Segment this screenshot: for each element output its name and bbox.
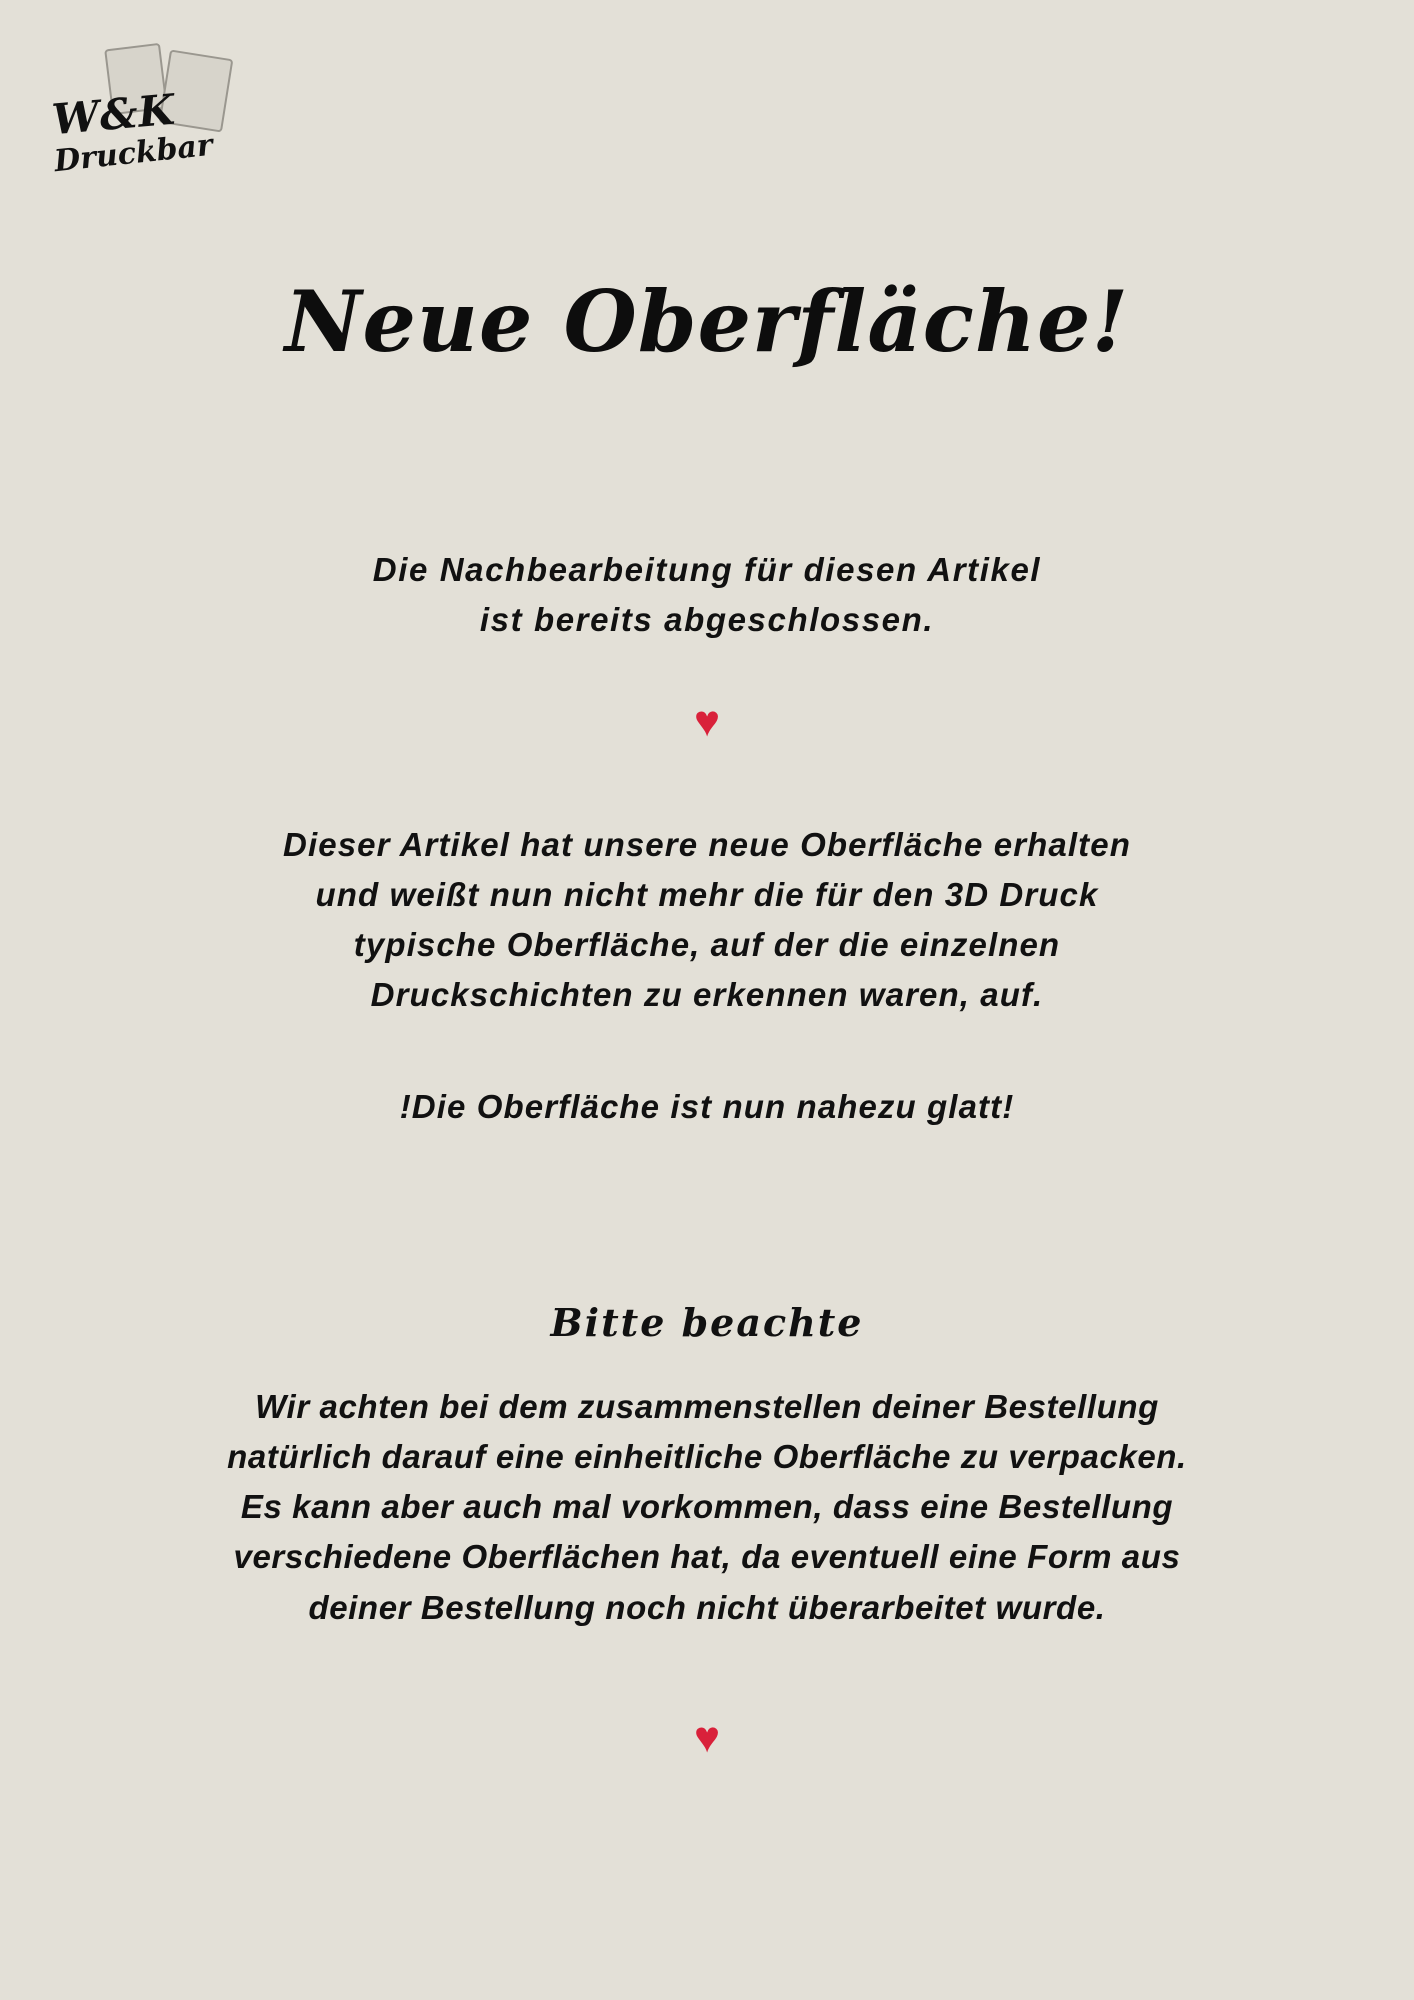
brand-name: W&K xyxy=(50,84,177,145)
body-paragraph xyxy=(0,820,1414,1021)
note-line-3: Es kann aber auch mal vorkommen, dass eine Bestellung xyxy=(240,1488,1174,1526)
body-line-1: Dieser Artikel hat unsere neue Oberfläche erhalten xyxy=(283,826,1131,863)
note-line-1: Wir achten bei dem zusammenstellen deiner Bestellung xyxy=(255,1388,1159,1425)
brand-logo xyxy=(52,38,252,188)
note-line-4: verschiedene Oberflächen hat, da eventuell eine Form aus xyxy=(233,1538,1181,1576)
body-line-4: Druckschichten zu erkennen waren, auf. xyxy=(370,976,1044,1014)
body-line-2: und weißt nun nicht mehr die für den 3D Druck xyxy=(315,876,1099,914)
heart-icon: ♥ xyxy=(693,697,721,746)
note-line-2: natürlich darauf eine einheitliche Oberfläche zu verpacken. xyxy=(227,1438,1187,1476)
heart-icon: ♥ xyxy=(693,1713,721,1762)
note-title: Bitte beachte xyxy=(550,1300,864,1345)
page-title: Neue Oberfläche! xyxy=(284,272,1130,371)
intro-line-1: Die Nachbearbeitung für diesen Artikel xyxy=(372,551,1042,588)
highlight-text: !Die Oberfläche ist nun nahezu glatt! xyxy=(399,1088,1015,1125)
body-line-3: typische Oberfläche, auf der die einzelnen xyxy=(353,926,1061,964)
note-paragraph xyxy=(0,1382,1414,1633)
brand-tagline: Druckbar xyxy=(52,127,215,180)
intro-line-2: ist bereits abgeschlossen. xyxy=(479,600,935,638)
note-line-5: deiner Bestellung noch nicht überarbeitet wurde. xyxy=(308,1588,1106,1626)
intro-paragraph xyxy=(0,545,1414,644)
